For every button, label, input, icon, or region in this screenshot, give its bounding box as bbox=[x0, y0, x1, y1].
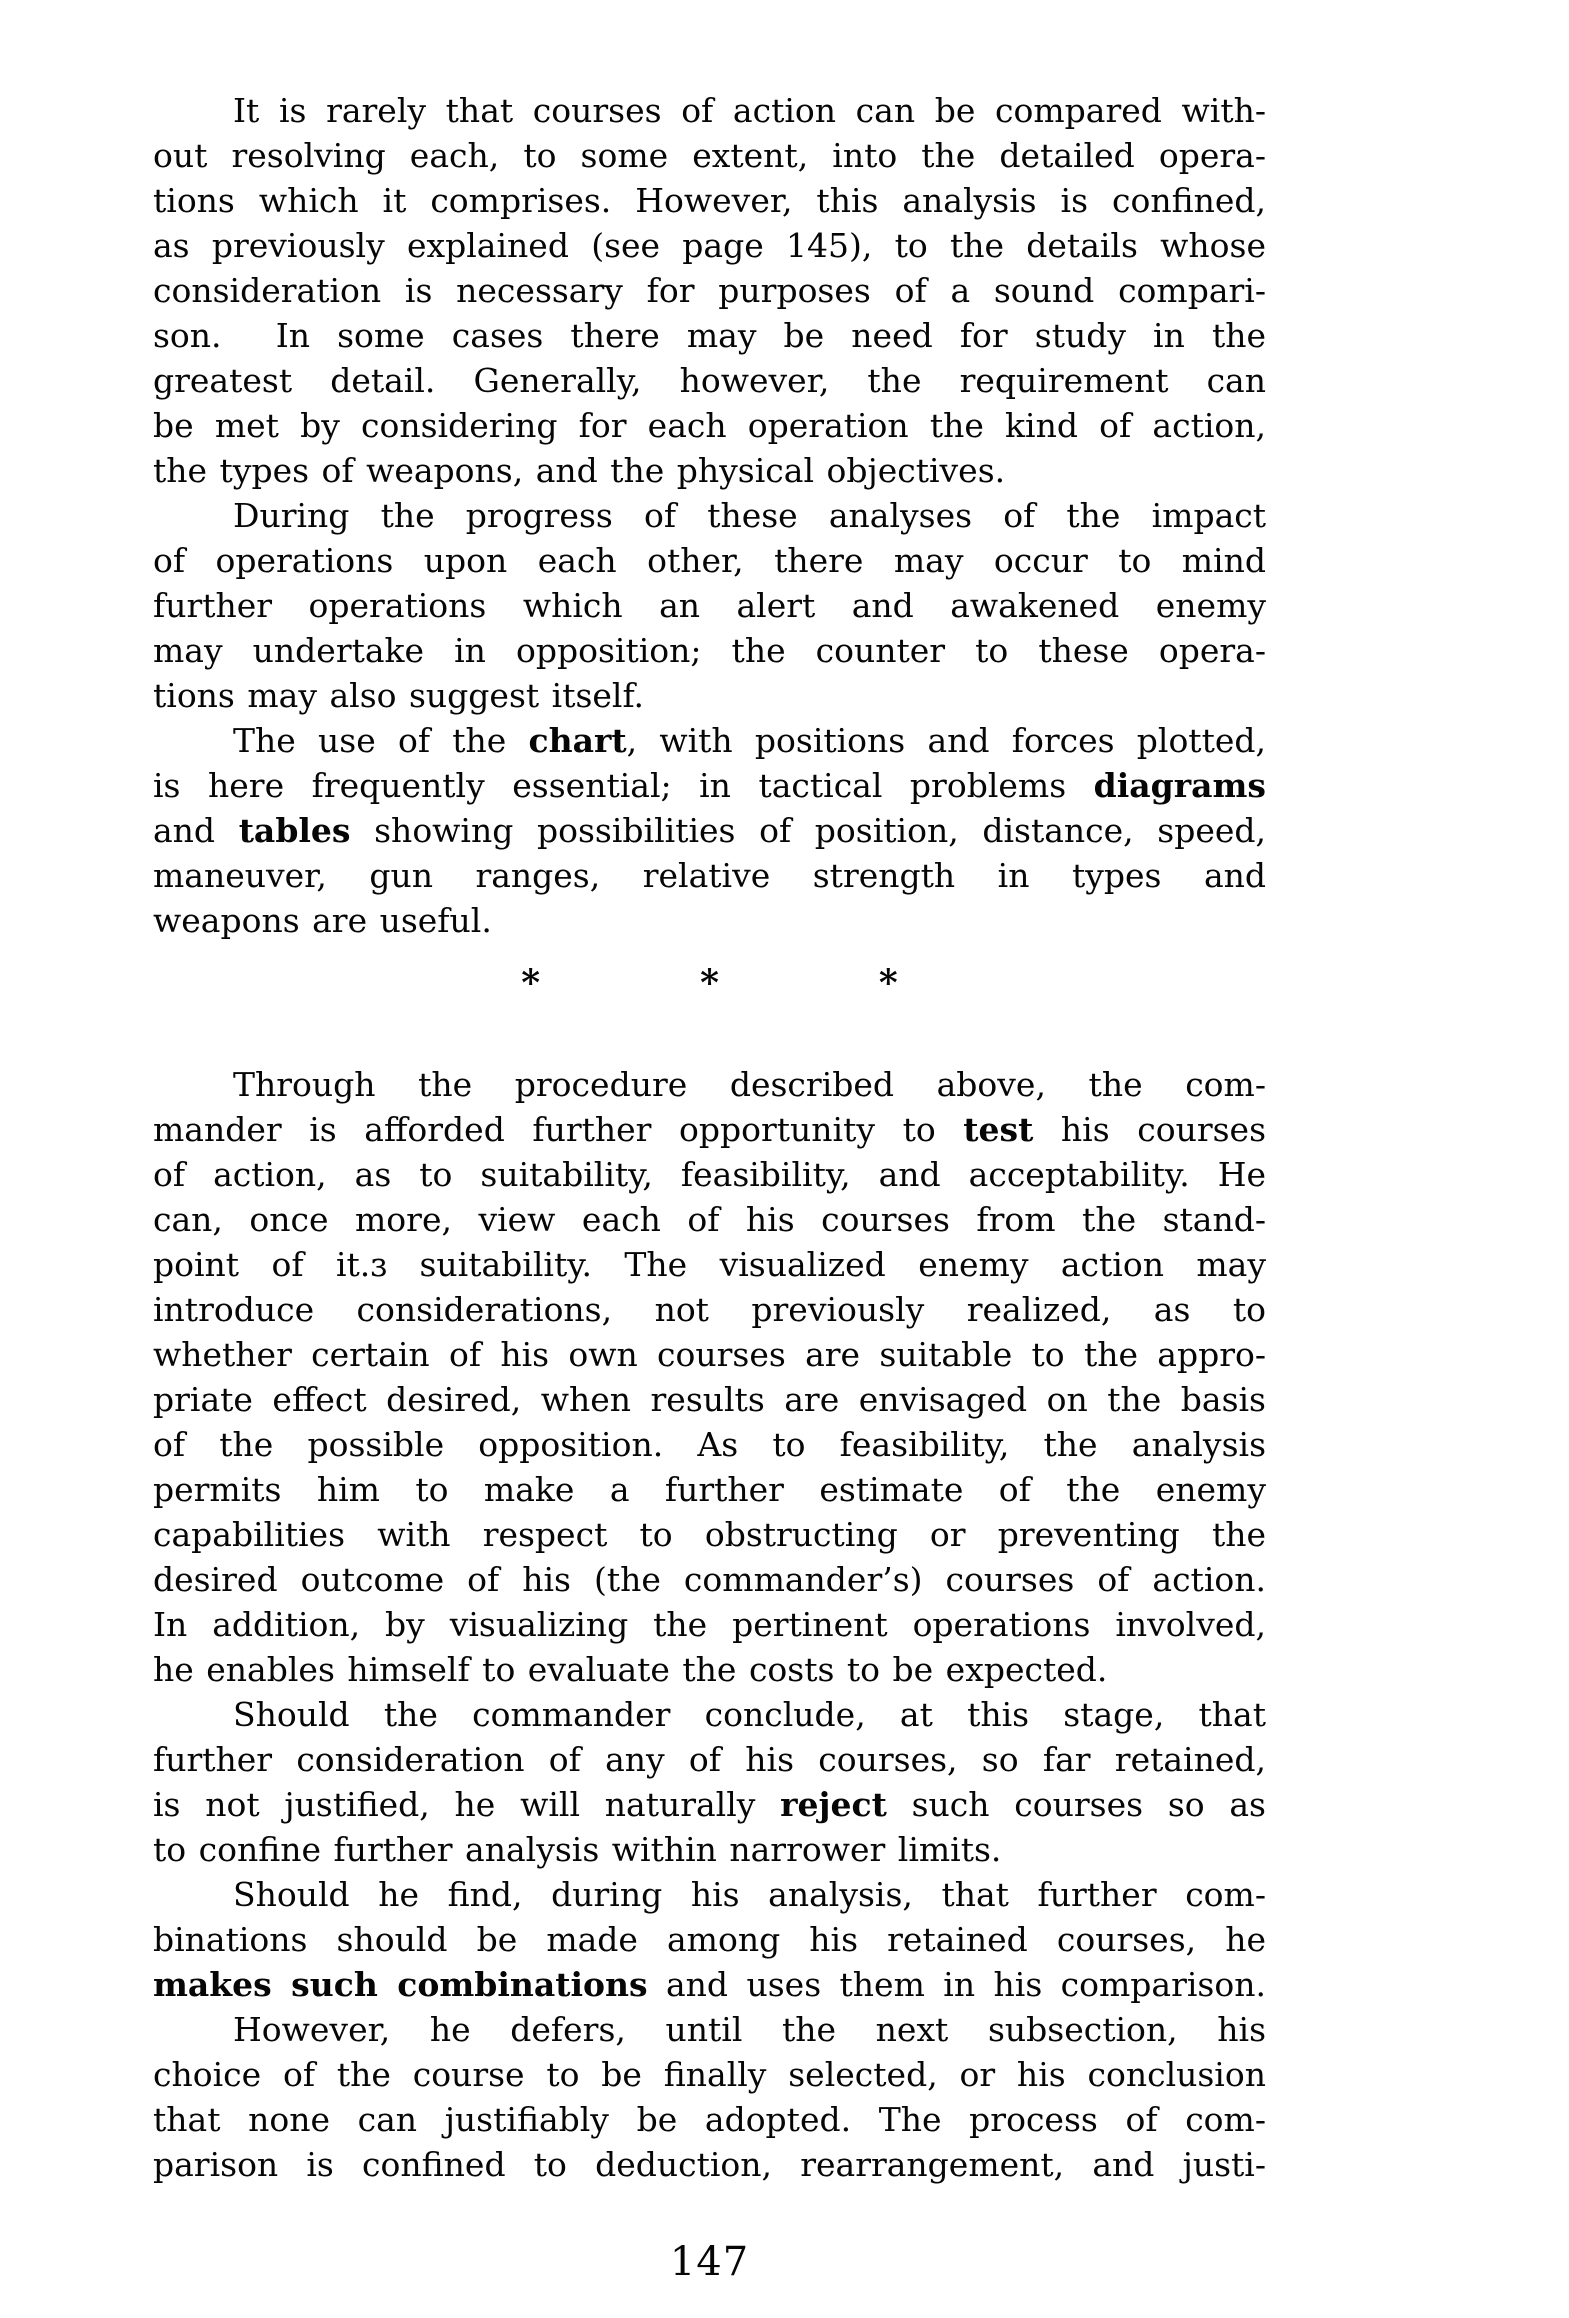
text-line: to confine further analysis within narrower limits. bbox=[153, 1830, 1002, 1869]
text-line: consideration is necessary for purposes of a sound compari- bbox=[153, 271, 1266, 310]
text-line: of action, as to suitability, feasibility, and acceptability. He bbox=[153, 1155, 1266, 1194]
text-line: greatest detail. Generally, however, the requirement can bbox=[153, 361, 1266, 400]
bold-text: chart bbox=[528, 721, 627, 760]
text-line: he enables himself to evaluate the costs to be expected. bbox=[153, 1650, 1108, 1689]
text-line: mander is afforded further opportunity to test his courses bbox=[153, 1110, 1266, 1149]
text-line: Should he find, during his analysis, that further com- bbox=[233, 1875, 1266, 1914]
asterisk-glyph: * bbox=[700, 962, 719, 1004]
bold-text: test bbox=[963, 1110, 1034, 1149]
text-line: However, he defers, until the next subsection, his bbox=[233, 2010, 1266, 2049]
text-line: can, once more, view each of his courses from the stand- bbox=[153, 1200, 1266, 1239]
text-line: binations should be made among his retained courses, he bbox=[153, 1920, 1266, 1959]
text-line: In addition, by visualizing the pertinent operations involved, bbox=[153, 1605, 1266, 1644]
paragraph bbox=[153, 493, 1266, 718]
page-number: 147 bbox=[669, 2239, 750, 2285]
asterisk-glyph: * bbox=[521, 962, 541, 1004]
paragraph bbox=[153, 1692, 1266, 1872]
text-line: and tables showing possibilities of position, distance, speed, bbox=[153, 811, 1266, 850]
paragraph bbox=[153, 2007, 1266, 2187]
text-line: of operations upon each other, there may occur to mind bbox=[153, 541, 1266, 580]
paragraph bbox=[153, 718, 1266, 943]
bold-text: diagrams bbox=[1093, 766, 1266, 805]
text-line: desired outcome of his (the commander’s) courses of action. bbox=[153, 1560, 1266, 1599]
text-line: may undertake in opposition; the counter to these opera- bbox=[153, 631, 1266, 670]
text-line: parison is confined to deduction, rearrangement, and justi- bbox=[153, 2145, 1266, 2184]
text-line: be met by considering for each operation the kind of action, bbox=[153, 406, 1266, 445]
text-line: further operations which an alert and awakened enemy bbox=[153, 586, 1266, 625]
paragraph bbox=[153, 1872, 1266, 2007]
text-line: During the progress of these analyses of the impact bbox=[233, 496, 1266, 535]
text-line: is not justified, he will naturally reject such courses so as bbox=[153, 1785, 1266, 1824]
text-column bbox=[153, 88, 1266, 2187]
text-line: tions may also suggest itself. bbox=[153, 676, 644, 715]
text-line: whether certain of his own courses are suitable to the appro- bbox=[153, 1335, 1266, 1374]
bold-text: makes such combinations bbox=[153, 1965, 648, 2004]
text-line: makes such combinations and uses them in his comparison. bbox=[153, 1965, 1266, 2004]
text-line: The use of the chart, with positions and forces plotted, bbox=[233, 721, 1266, 760]
text-line: further consideration of any of his courses, so far retained, bbox=[153, 1740, 1266, 1779]
bold-text: tables bbox=[238, 811, 351, 850]
text-line: the types of weapons, and the physical objectives. bbox=[153, 451, 1006, 490]
bold-text: reject bbox=[780, 1785, 887, 1824]
text-line: point of it.ɜ suitability. The visualized enemy action may bbox=[153, 1245, 1266, 1284]
text-line: Should the commander conclude, at this stage, that bbox=[233, 1695, 1266, 1734]
text-line: introduce considerations, not previously realized, as to bbox=[153, 1290, 1266, 1329]
text-line: capabilities with respect to obstructing or preventing the bbox=[153, 1515, 1266, 1554]
text-line: out resolving each, to some extent, into the detailed opera- bbox=[153, 136, 1266, 175]
text-line: that none can justifiably be adopted. The process of com- bbox=[153, 2100, 1266, 2139]
text-line: son. In some cases there may be need for study in the bbox=[153, 316, 1266, 355]
text-line: is here frequently essential; in tactical problems diagrams bbox=[153, 766, 1266, 805]
paragraph bbox=[153, 88, 1266, 493]
text-line: Through the procedure described above, the com- bbox=[233, 1065, 1266, 1104]
text-line: priate effect desired, when results are envisaged on the basis bbox=[153, 1380, 1266, 1419]
paragraph bbox=[153, 1062, 1266, 1692]
asterisk-glyph: * bbox=[878, 962, 898, 1004]
text-line: of the possible opposition. As to feasibility, the analysis bbox=[153, 1425, 1266, 1464]
text-line: permits him to make a further estimate of the enemy bbox=[153, 1470, 1266, 1509]
section-separator bbox=[153, 943, 1266, 1062]
text-line: as previously explained (see page 145), to the details whose bbox=[153, 226, 1266, 265]
text-line: weapons are useful. bbox=[153, 901, 492, 940]
text-line: choice of the course to be finally selected, or his conclusion bbox=[153, 2055, 1266, 2094]
text-line: It is rarely that courses of action can be compared with- bbox=[233, 91, 1266, 130]
text-line: tions which it comprises. However, this analysis is confined, bbox=[153, 181, 1266, 220]
text-line: maneuver, gun ranges, relative strength in types and bbox=[153, 856, 1266, 895]
